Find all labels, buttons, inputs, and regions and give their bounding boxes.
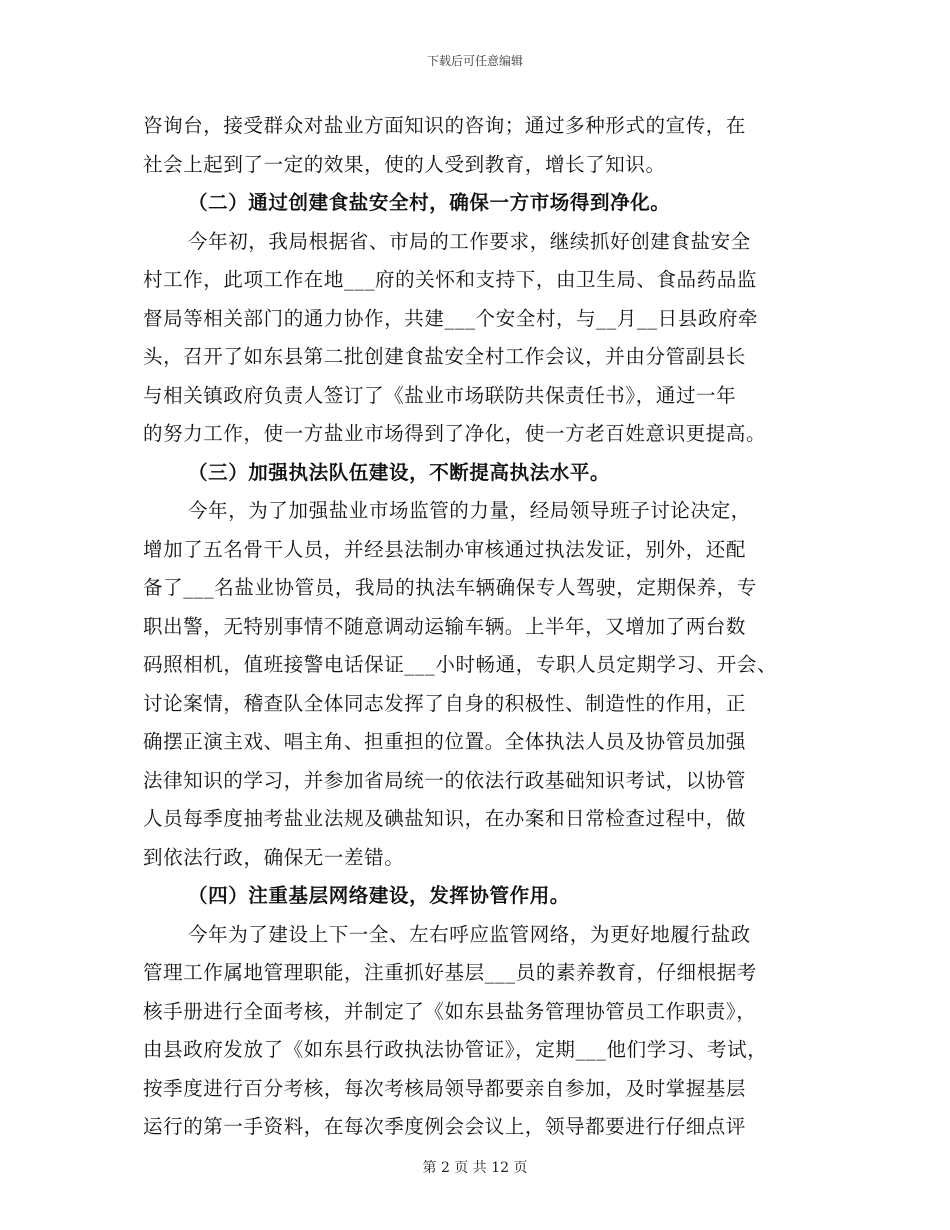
- section-heading: （三）加强执法队伍建设，不断提高执法水平。: [188, 460, 611, 484]
- text-line: 人员每季度抽考盐业法规及碘盐知识，在办案和日常检查过程中，做: [143, 807, 747, 830]
- section-heading: （四）注重基层网络建设，发挥协管作用。: [188, 884, 570, 907]
- text-line: 社会上起到了一定的效果，使的人受到教育，增长了知识。: [143, 152, 666, 176]
- text-line: 码照相机，值班接警电话保证___小时畅通，专职人员定期学习、开会、: [143, 653, 778, 676]
- page-footer: 第 2 页 共 12 页: [422, 1160, 528, 1176]
- text-line: 备了___名盐业协管员，我局的执法车辆确保专人驾驶，定期保养，专: [143, 576, 757, 599]
- section-heading: （二）通过创建食盐安全村，确保一方市场得到净化。: [188, 191, 671, 214]
- text-line: 今年，为了加强盐业市场监管的力量，经局领导班子讨论决定，: [188, 499, 751, 522]
- text-line: 按季度进行百分考核，每次考核局领导都要亲自参加，及时掌握基层: [143, 1076, 747, 1100]
- text-line: 管理工作属地管理职能，注重抓好基层___员的素养教育，仔细根据考: [143, 961, 757, 984]
- text-line: 讨论案情，稽查队全体同志发挥了自身的积极性、制造性的作用，正: [143, 691, 747, 715]
- text-line: 职出警，无特别事情不随意调动运输车辆。上半年，又增加了两台数: [143, 614, 747, 638]
- text-line: 到依法行政，确保无一差错。: [143, 845, 405, 869]
- text-line: 确摆正演主戏、唱主角、担重担的位置。全体执法人员及协管员加强: [143, 730, 747, 753]
- text-line: 由县政府发放了《如东县行政执法协管证》，定期___他们学习、考试，: [143, 1038, 768, 1061]
- text-line: 咨询台，接受群众对盐业方面知识的咨询；通过多种形式的宣传，在: [143, 114, 747, 137]
- text-line: 村工作，此项工作在地___府的关怀和支持下，由卫生局、食品药品监: [143, 268, 757, 291]
- text-line: 法律知识的学习，并参加省局统一的依法行政基础知识考试，以协管: [143, 768, 747, 792]
- text-line: 的努力工作，使一方盐业市场得到了净化，使一方老百姓意识更提高。: [143, 422, 767, 445]
- text-line: 与相关镇政府负责人签订了《盐业市场联防共保责任书》，通过一年: [143, 383, 737, 407]
- text-line: 头，召开了如东县第二批创建食盐安全村工作会议，并由分管副县长: [143, 345, 747, 368]
- text-line: 运行的第一手资料，在每次季度例会会议上，领导都要进行仔细点评: [143, 1115, 747, 1138]
- page-header: 下载后可任意编辑: [426, 54, 523, 68]
- text-line: 增加了五名骨干人员，并经县法制办审核通过执法发证，别外，还配: [143, 537, 747, 561]
- document-body: [143, 107, 818, 1147]
- text-line: 核手册进行全面考核，并制定了《如东县盐务管理协管员工作职责》，: [143, 999, 757, 1023]
- text-line: 今年为了建设上下一全、左右呼应监管网络，为更好地履行盐政: [188, 922, 751, 946]
- text-line: 今年初，我局根据省、市局的工作要求，继续抓好创建食盐安全: [188, 229, 751, 253]
- text-line: 督局等相关部门的通力协作，共建___个安全村，与__月__日县政府牵: [143, 306, 759, 330]
